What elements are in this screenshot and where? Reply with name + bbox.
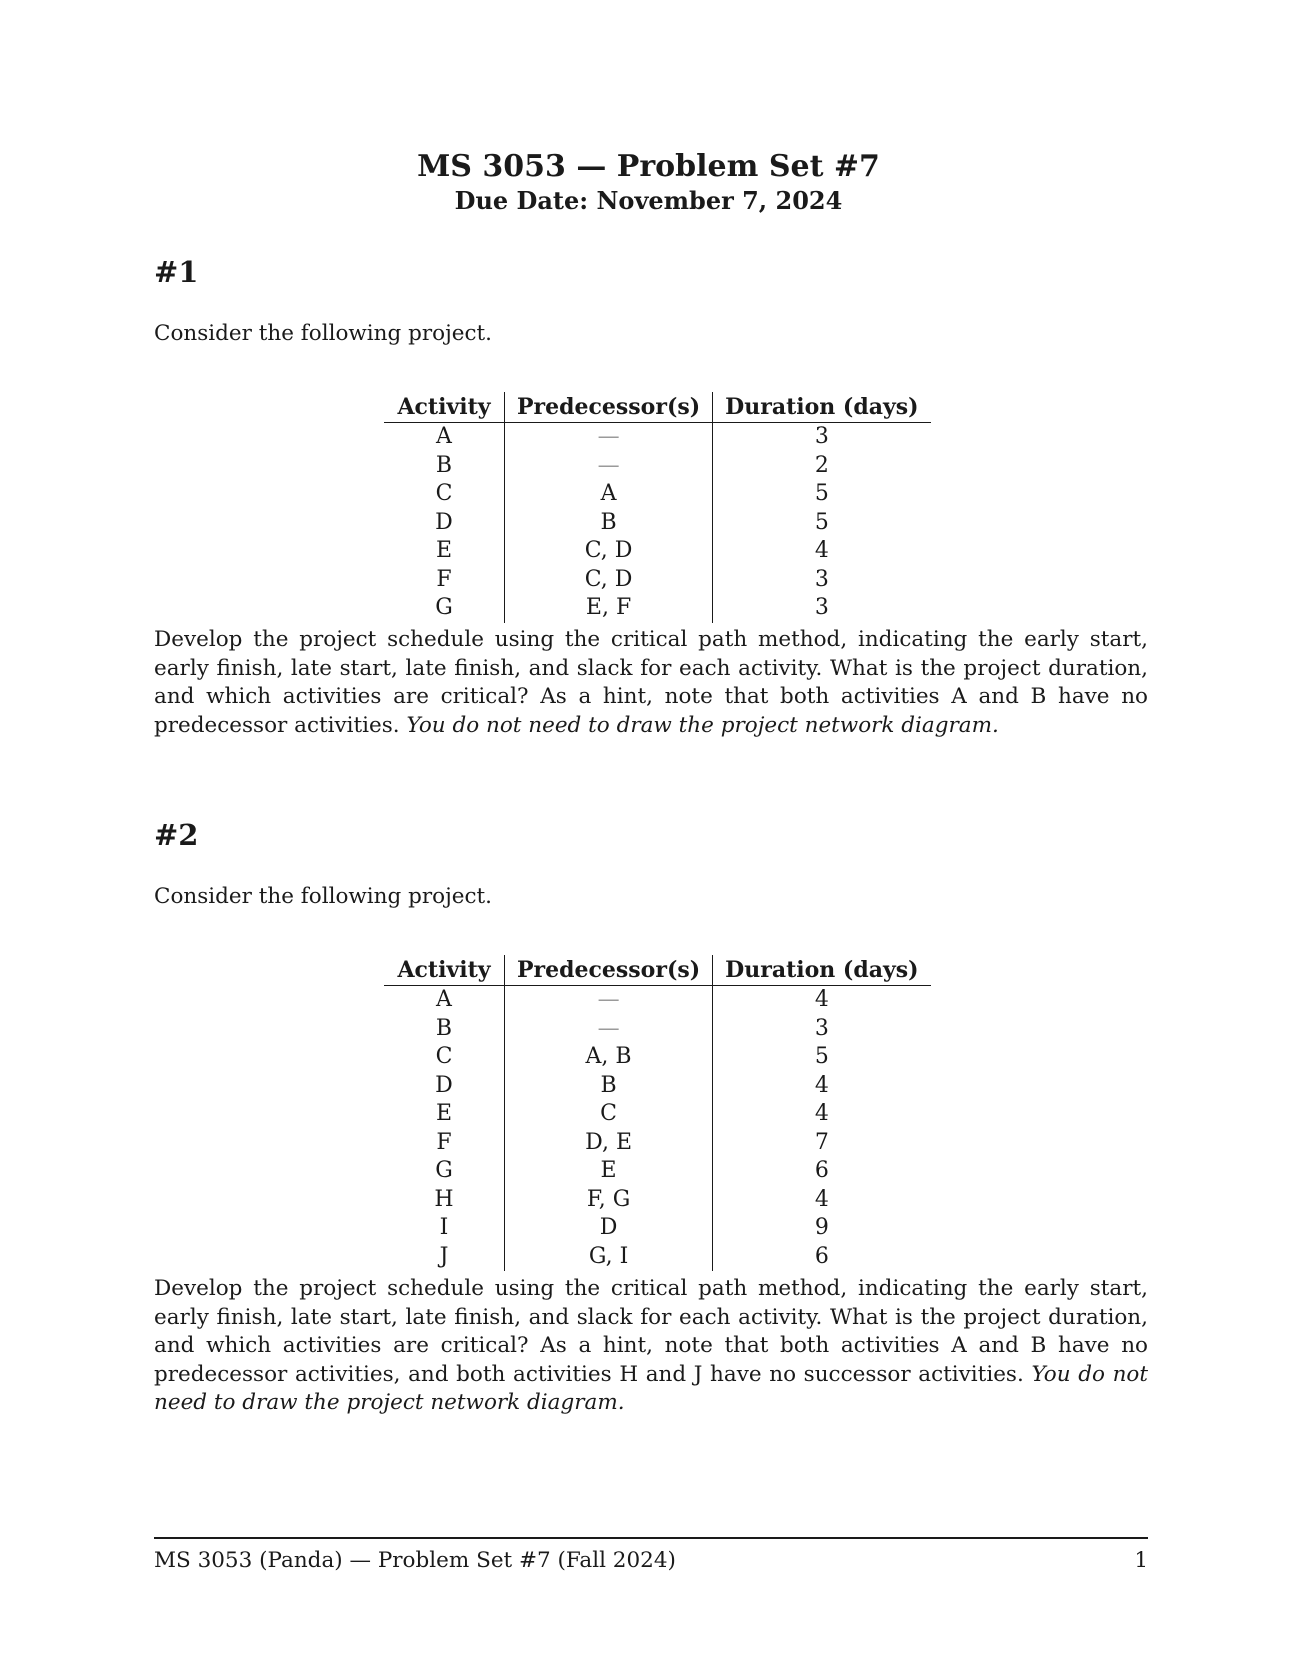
activity-cell: A (384, 986, 505, 1015)
page-title: MS 3053 — Problem Set #7 (417, 149, 880, 184)
predecessors-cell: G, I (505, 1243, 713, 1272)
duration-cell: 4 (814, 987, 829, 1012)
duration-cell: 6 (814, 1243, 829, 1269)
activity-cell: C (384, 480, 505, 509)
problem-2-heading: #2 (154, 818, 199, 852)
duration-cell: 4 (814, 1101, 829, 1126)
duration-cell: 4 (814, 1186, 829, 1212)
duration-cell: 6 (814, 1158, 829, 1183)
problem-2-body-text: Develop the project schedule using the critical path method, indicating the early start, early finish, late start, late finish, and slack for each activity. What is the project duration, and which activities are critical? As a hint, note that both activities A and B have no predecessor activities, and both activities H and J have no successor activities. (154, 1276, 1148, 1387)
predecessors-cell: D (505, 1214, 713, 1243)
predecessors-cell: E (505, 1157, 713, 1186)
page-number: 1 (1134, 1548, 1148, 1573)
problem-1-intro: Consider the following project. (154, 321, 493, 346)
duration-cell: 4 (814, 1072, 829, 1098)
table-header-row (384, 392, 931, 423)
duration-cell: 9 (814, 1215, 829, 1240)
column-header-activity: Activity (384, 955, 505, 986)
problem-1-body-text: Develop the project schedule using the critical path method, indicating the early start, early finish, late start, late finish, and slack for each activity. What is the project duration, and which activities are critical? As a hint, note that both activities A and B have no predecessor activities. (154, 627, 1148, 738)
activity-cell: B (384, 1015, 505, 1044)
activity-cell: D (384, 1072, 505, 1101)
table-row (384, 452, 931, 481)
activity-cell: D (384, 509, 505, 538)
problem-2-body (154, 1275, 1148, 1418)
predecessors-cell: — (505, 423, 713, 452)
predecessors-cell: — (505, 986, 713, 1015)
activity-cell: F (384, 566, 505, 595)
activity-cell: G (384, 594, 505, 623)
predecessors-cell: C, D (505, 566, 713, 595)
predecessors-cell: A, B (505, 1043, 713, 1072)
column-header-predecessors: Predecessor(s) (505, 955, 713, 986)
problem-1-heading: #1 (154, 255, 199, 289)
column-header-predecessors: Predecessor(s) (505, 392, 713, 423)
predecessors-cell: C, D (505, 537, 713, 566)
activity-cell: C (384, 1043, 505, 1072)
table-row (384, 1043, 931, 1072)
activity-cell: J (384, 1243, 505, 1272)
table-row (384, 1015, 931, 1044)
table-row (384, 566, 931, 595)
activity-cell: I (384, 1214, 505, 1243)
duration-cell: 2 (814, 452, 829, 478)
predecessors-cell: C (505, 1100, 713, 1129)
duration-cell: 3 (814, 424, 829, 449)
predecessors-cell: E, F (505, 594, 713, 623)
table-row (384, 480, 931, 509)
duration-cell: 5 (814, 1044, 829, 1069)
column-header-duration: Duration (days) (713, 955, 931, 986)
activity-cell: E (384, 1100, 505, 1129)
predecessors-cell: F, G (505, 1186, 713, 1215)
duration-cell: 5 (814, 481, 829, 506)
predecessors-cell: — (505, 452, 713, 481)
table-row (384, 1214, 931, 1243)
activity-cell: H (384, 1186, 505, 1215)
duration-cell: 4 (814, 538, 829, 563)
table-row (384, 1243, 931, 1272)
table-row (384, 1157, 931, 1186)
table-row (384, 537, 931, 566)
activity-cell: G (384, 1157, 505, 1186)
problem-1-table (384, 392, 931, 623)
table-row (384, 1072, 931, 1101)
duration-cell: 7 (814, 1129, 829, 1155)
activity-cell: E (384, 537, 505, 566)
due-date: Due Date: November 7, 2024 (454, 186, 843, 215)
table-row (384, 1186, 931, 1215)
table-header-row (384, 955, 931, 986)
table-row (384, 509, 931, 538)
table-row (384, 1129, 931, 1158)
duration-cell: 3 (814, 1015, 829, 1041)
footer-text: MS 3053 (Panda) — Problem Set #7 (Fall 2024) (154, 1548, 676, 1573)
problem-2-intro: Consider the following project. (154, 884, 493, 909)
predecessors-cell: B (505, 509, 713, 538)
predecessors-cell: B (505, 1072, 713, 1101)
column-header-duration: Duration (days) (713, 392, 931, 423)
activity-cell: B (384, 452, 505, 481)
predecessors-cell: A (505, 480, 713, 509)
table-row (384, 1100, 931, 1129)
duration-cell: 5 (814, 509, 829, 535)
table-row (384, 986, 931, 1015)
problem-2-table-body (384, 986, 931, 1272)
column-header-activity: Activity (384, 392, 505, 423)
activity-cell: A (384, 423, 505, 452)
duration-cell: 3 (814, 595, 829, 620)
footer-divider (154, 1537, 1148, 1539)
problem-2-body-note: You do not need to draw the project network diagram. (154, 1361, 1148, 1415)
duration-cell: 3 (814, 566, 829, 592)
table-row (384, 423, 931, 452)
problem-1-body (154, 626, 1148, 740)
problem-1-body-note: You do not need to draw the project network diagram. (406, 712, 999, 738)
predecessors-cell: D, E (505, 1129, 713, 1158)
activity-cell: F (384, 1129, 505, 1158)
problem-2-table (384, 955, 931, 1271)
table-row (384, 594, 931, 623)
problem-1-table-body (384, 423, 931, 623)
predecessors-cell: — (505, 1015, 713, 1044)
